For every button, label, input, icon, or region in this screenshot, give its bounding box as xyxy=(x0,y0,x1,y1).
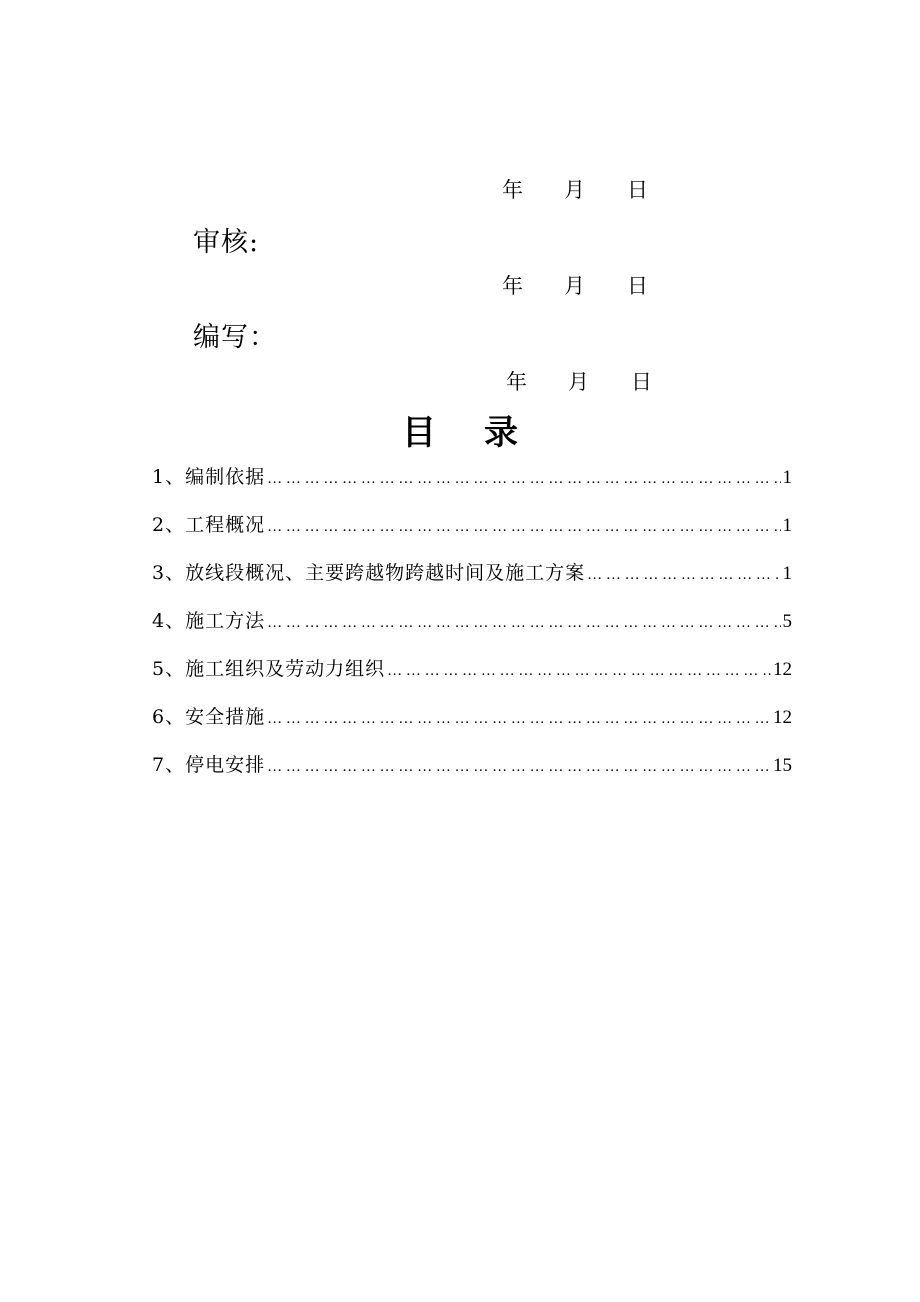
author-label: 编写： xyxy=(193,322,277,353)
toc-title-char-1: 目 xyxy=(402,413,436,453)
toc-item-title: 放线段概况、主要跨越物跨越时间及施工方案 xyxy=(185,562,586,584)
toc-title-char-2: 录 xyxy=(484,413,518,453)
toc-item[interactable] xyxy=(152,750,792,798)
toc-list xyxy=(152,462,792,798)
month-label: 月 xyxy=(564,274,585,298)
toc-leader-dots xyxy=(267,471,780,488)
toc-item[interactable] xyxy=(152,462,792,510)
toc-item[interactable] xyxy=(152,606,792,654)
toc-item-number: 6、 xyxy=(152,706,186,728)
year-label: 年 xyxy=(506,370,527,394)
year-label: 年 xyxy=(502,178,523,202)
toc-item[interactable] xyxy=(152,702,792,750)
year-label: 年 xyxy=(502,274,523,298)
toc-item-title: 停电安排 xyxy=(185,754,266,776)
toc-item-title: 安全措施 xyxy=(185,706,266,728)
toc-item-page: 1 xyxy=(782,515,792,536)
month-label: 月 xyxy=(568,370,589,394)
day-label: 日 xyxy=(627,274,648,298)
toc-leader-dots xyxy=(587,567,780,584)
toc-item-number: 7、 xyxy=(152,754,186,776)
date-line-2 xyxy=(0,270,920,300)
toc-item[interactable] xyxy=(152,510,792,558)
day-label: 日 xyxy=(631,370,652,394)
toc-item-number: 1、 xyxy=(152,466,186,488)
date-line-3 xyxy=(0,366,920,396)
toc-item-page: 12 xyxy=(773,707,792,728)
toc-leader-dots xyxy=(267,615,780,632)
toc-item[interactable] xyxy=(152,558,792,606)
date-line-1 xyxy=(0,174,920,204)
toc-leader-dots xyxy=(387,663,771,680)
toc-leader-dots xyxy=(267,519,780,536)
month-label: 月 xyxy=(564,178,585,202)
day-label: 日 xyxy=(627,178,648,202)
toc-item[interactable] xyxy=(152,654,792,702)
toc-item-title: 施工组织及劳动力组织 xyxy=(185,658,386,680)
toc-item-title: 编制依据 xyxy=(185,466,266,488)
toc-item-title: 工程概况 xyxy=(185,514,266,536)
toc-item-page: 15 xyxy=(773,755,792,776)
toc-leader-dots xyxy=(267,711,771,728)
toc-item-number: 2、 xyxy=(152,514,186,536)
toc-item-page: 1 xyxy=(782,563,792,584)
toc-leader-dots xyxy=(267,759,771,776)
toc-item-title: 施工方法 xyxy=(185,610,266,632)
toc-item-number: 4、 xyxy=(152,610,186,632)
toc-item-number: 3、 xyxy=(152,562,186,584)
review-label: 审核: xyxy=(193,227,260,258)
toc-item-page: 12 xyxy=(773,659,792,680)
toc-item-page: 1 xyxy=(782,467,792,488)
toc-title xyxy=(0,405,920,454)
toc-item-page: 5 xyxy=(782,611,792,632)
toc-item-number: 5、 xyxy=(152,658,186,680)
